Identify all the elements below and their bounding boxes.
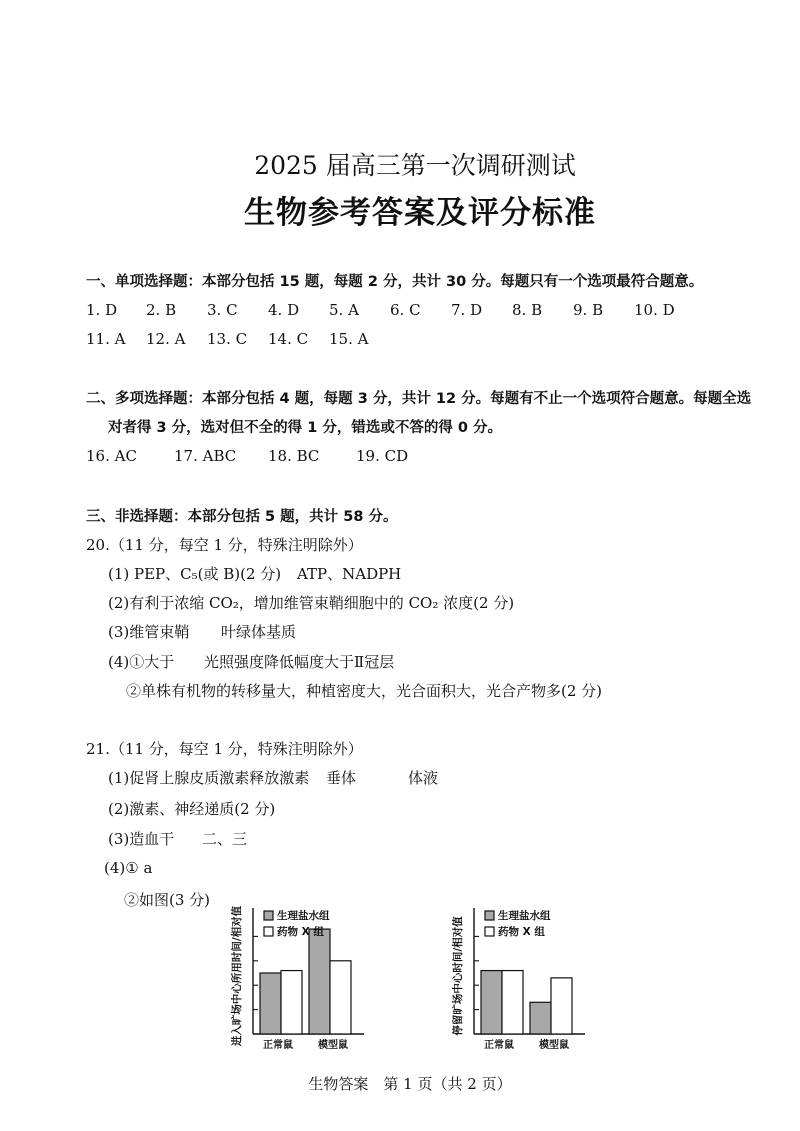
document-title: 生物参考答案及评分标准 [244,195,596,231]
answer-13: 13. C [207,330,248,348]
legend-label-drug: 药物 X 组 [277,926,324,938]
bar-drug-normal [281,971,302,1034]
q21-title: 21.（11 分，每空 1 分，特殊注明除外） [86,740,363,758]
bars [260,929,351,1034]
bar-saline-normal [260,973,281,1034]
q21-part1b: 垂体 [326,769,357,787]
category-label-normal: 正常鼠 [263,1040,293,1051]
section2-heading-line2: 对者得 3 分，选对但不全的得 1 分，错选或不答的得 0 分。 [108,420,503,436]
bar-saline-normal [481,971,502,1034]
answer-16: 16. AC [86,447,137,465]
y-axis-label: 进入旷场中心所用时间/相对值 [231,905,243,1047]
answer-12: 12. A [146,330,186,348]
bar-drug-model [330,961,351,1034]
answer-6: 6. C [390,301,421,319]
answer-10: 10. D [634,301,675,319]
q20-part1a: (1) PEP、C₅(或 B)(2 分) [108,565,282,583]
section2-heading-line1: 二、多项选择题：本部分包括 4 题，每题 3 分，共计 12 分。每题有不止一个选项符合题意。每题全选 [86,391,752,407]
legend-swatch-saline [264,911,273,920]
category-label-normal: 正常鼠 [484,1040,514,1051]
q21-part2: (2)激素、神经递质(2 分) [108,800,276,818]
answer-3: 3. C [207,301,238,319]
q20-part4a: (4)①大于 [108,653,175,671]
section1-heading: 一、单项选择题：本部分包括 15 题，每题 2 分，共计 30 分。每题只有一个选项最符合题意。 [86,274,704,290]
q21-part1c: 体液 [408,769,439,787]
answer-14: 14. C [268,330,309,348]
legend-swatch-drug [264,927,273,936]
answer-2: 2. B [146,301,177,319]
q20-part1b: ATP、NADPH [297,565,402,583]
q20-part3a: (3)维管束鞘 [108,623,190,641]
answer-5: 5. A [329,301,359,319]
answer-15: 15. A [329,330,369,348]
bar-drug-model [551,978,572,1034]
chart-stay-time [447,898,627,1060]
answer-17: 17. ABC [174,447,237,465]
legend-swatch-drug [485,927,494,936]
answer-19: 19. CD [356,447,409,465]
legend-label-drug: 药物 X 组 [498,926,545,938]
q21-part3a: (3)造血干 [108,830,175,848]
section3-heading: 三、非选择题：本部分包括 5 题，共计 58 分。 [86,509,398,525]
legend-label-saline: 生理盐水组 [277,910,330,922]
q20-part3b: 叶绿体基质 [221,623,297,641]
bar-saline-model [530,1002,551,1034]
answer-9: 9. B [573,301,604,319]
answer-11: 11. A [86,330,126,348]
y-ticks [474,936,479,1009]
chart-entry-time [226,898,406,1060]
page-footer: 生物答案 第 1 页（共 2 页） [308,1075,512,1093]
category-label-model: 模型鼠 [539,1040,569,1051]
legend-swatch-saline [485,911,494,920]
y-ticks [253,936,258,1009]
answer-1: 1. D [86,301,118,319]
q20-part2: (2)有利于浓缩 CO₂，增加维管束鞘细胞中的 CO₂ 浓度(2 分) [108,594,515,612]
answer-7: 7. D [451,301,483,319]
bars [481,971,572,1034]
q21-part3b: 二、三 [202,830,248,848]
q20-part4c: ②单株有机物的转移量大，种植密度大，光合面积大，光合产物多(2 分) [126,682,603,700]
exam-title: 2025 届高三第一次调研测试 [254,151,576,180]
q20-part4b: 光照强度降低幅度大于Ⅱ冠层 [204,653,395,671]
q20-title: 20.（11 分，每空 1 分，特殊注明除外） [86,536,363,554]
y-axis-label: 停留旷场中心时间/相对值 [452,916,464,1036]
bar-drug-normal [502,971,523,1034]
q21-part1a: (1)促肾上腺皮质激素释放激素 [108,769,310,787]
answer-18: 18. BC [268,447,320,465]
q21-part4b: ②如图(3 分) [124,891,211,909]
category-label-model: 模型鼠 [318,1040,348,1051]
bar-saline-model [309,929,330,1034]
q21-part4a: (4)① a [104,859,153,877]
answer-8: 8. B [512,301,543,319]
legend-label-saline: 生理盐水组 [498,910,551,922]
answer-4: 4. D [268,301,300,319]
